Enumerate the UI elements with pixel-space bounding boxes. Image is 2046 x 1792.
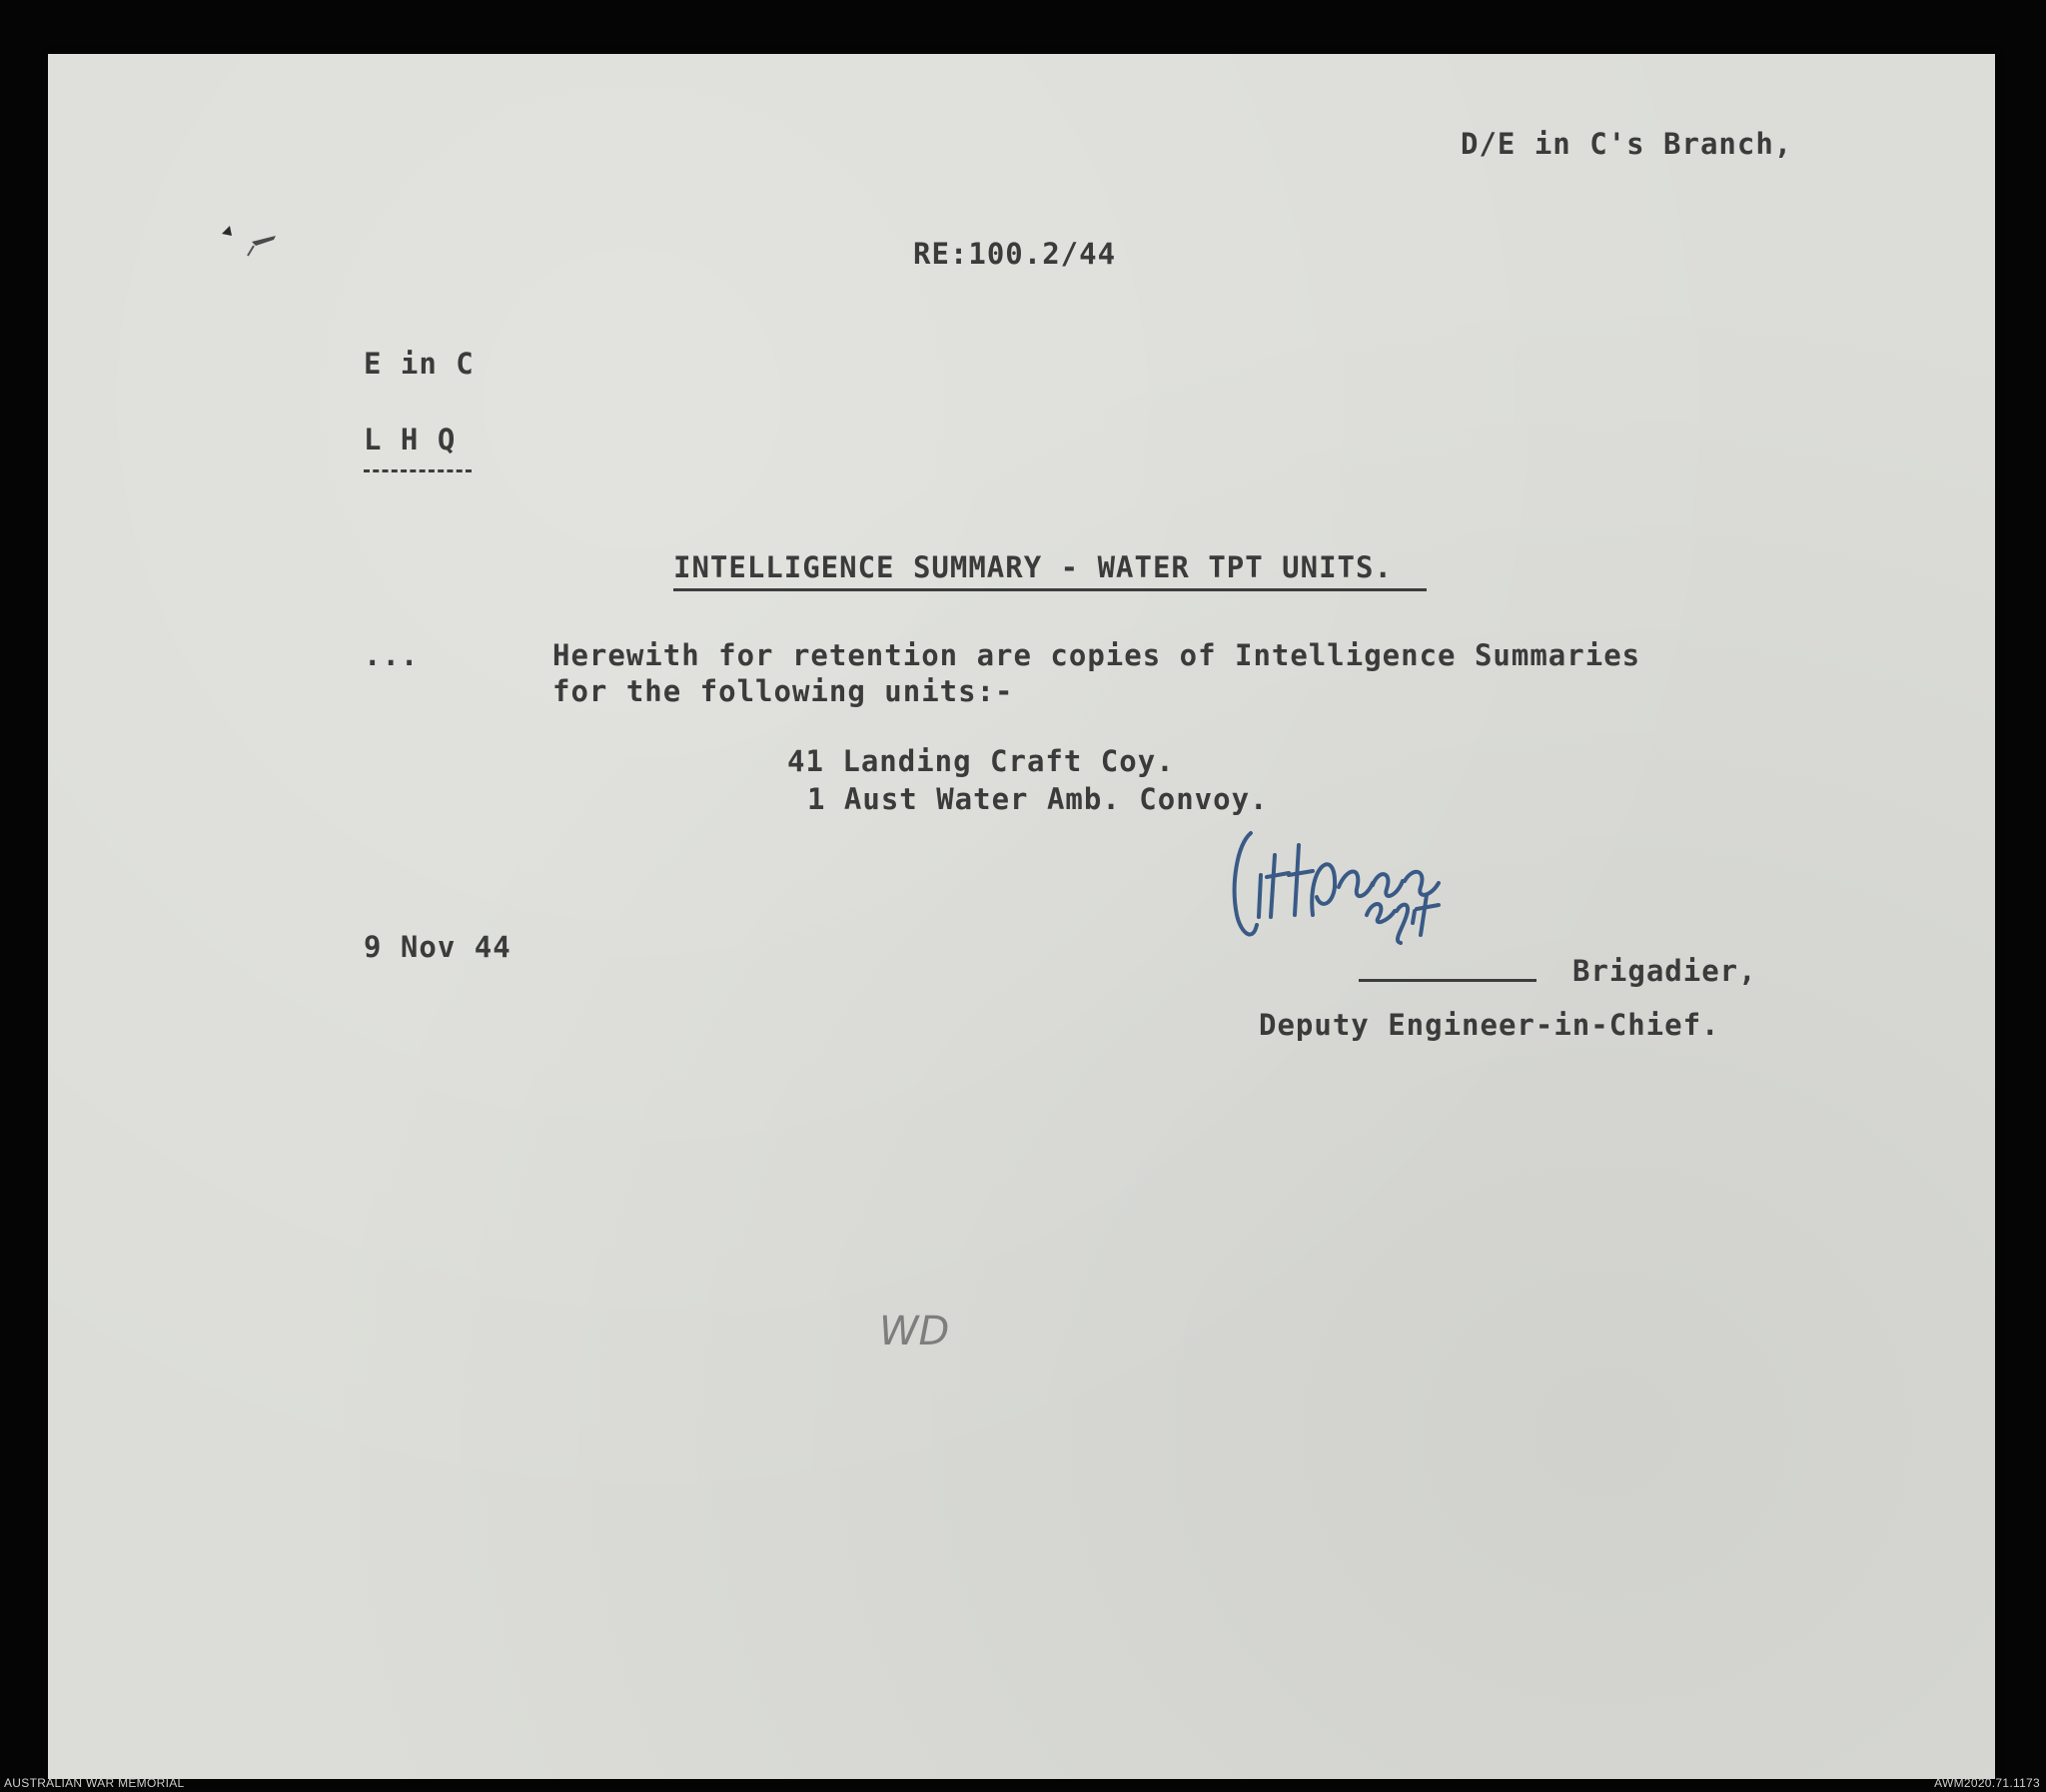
body-line-1: Herewith for retention are copies of Intelligence Summaries — [552, 638, 1641, 672]
handwritten-signature — [1217, 805, 1507, 955]
signatory-rank: Brigadier, — [1572, 954, 1757, 988]
punch-hole-mark — [216, 222, 296, 262]
footer-accession-number: AWM2020.71.1173 — [1934, 1776, 2040, 1790]
subject-underline — [673, 588, 1427, 591]
signature-line — [1359, 979, 1536, 982]
document-sheet — [48, 54, 1995, 1779]
footer-institution: AUSTRALIAN WAR MEMORIAL — [4, 1776, 185, 1790]
signatory-role: Deputy Engineer-in-Chief. — [1259, 1008, 1720, 1042]
unit-item-1: 41 Landing Craft Coy. — [787, 744, 1175, 778]
paragraph-marker: ... — [364, 638, 420, 672]
addressee-lhq: L H Q — [364, 423, 457, 456]
reference-number: RE:100.2/44 — [913, 237, 1117, 271]
pencil-annotation: WD — [879, 1309, 950, 1354]
document-date: 9 Nov 44 — [364, 930, 512, 964]
addressee-underline — [364, 469, 472, 472]
branch-header: D/E in C's Branch, — [1461, 127, 1793, 161]
subject-heading: INTELLIGENCE SUMMARY - WATER TPT UNITS. — [673, 550, 1393, 584]
body-line-2: for the following units:- — [552, 674, 1014, 708]
addressee-e-in-c: E in C — [364, 347, 475, 381]
unit-item-2: 1 Aust Water Amb. Convoy. — [807, 782, 1269, 816]
